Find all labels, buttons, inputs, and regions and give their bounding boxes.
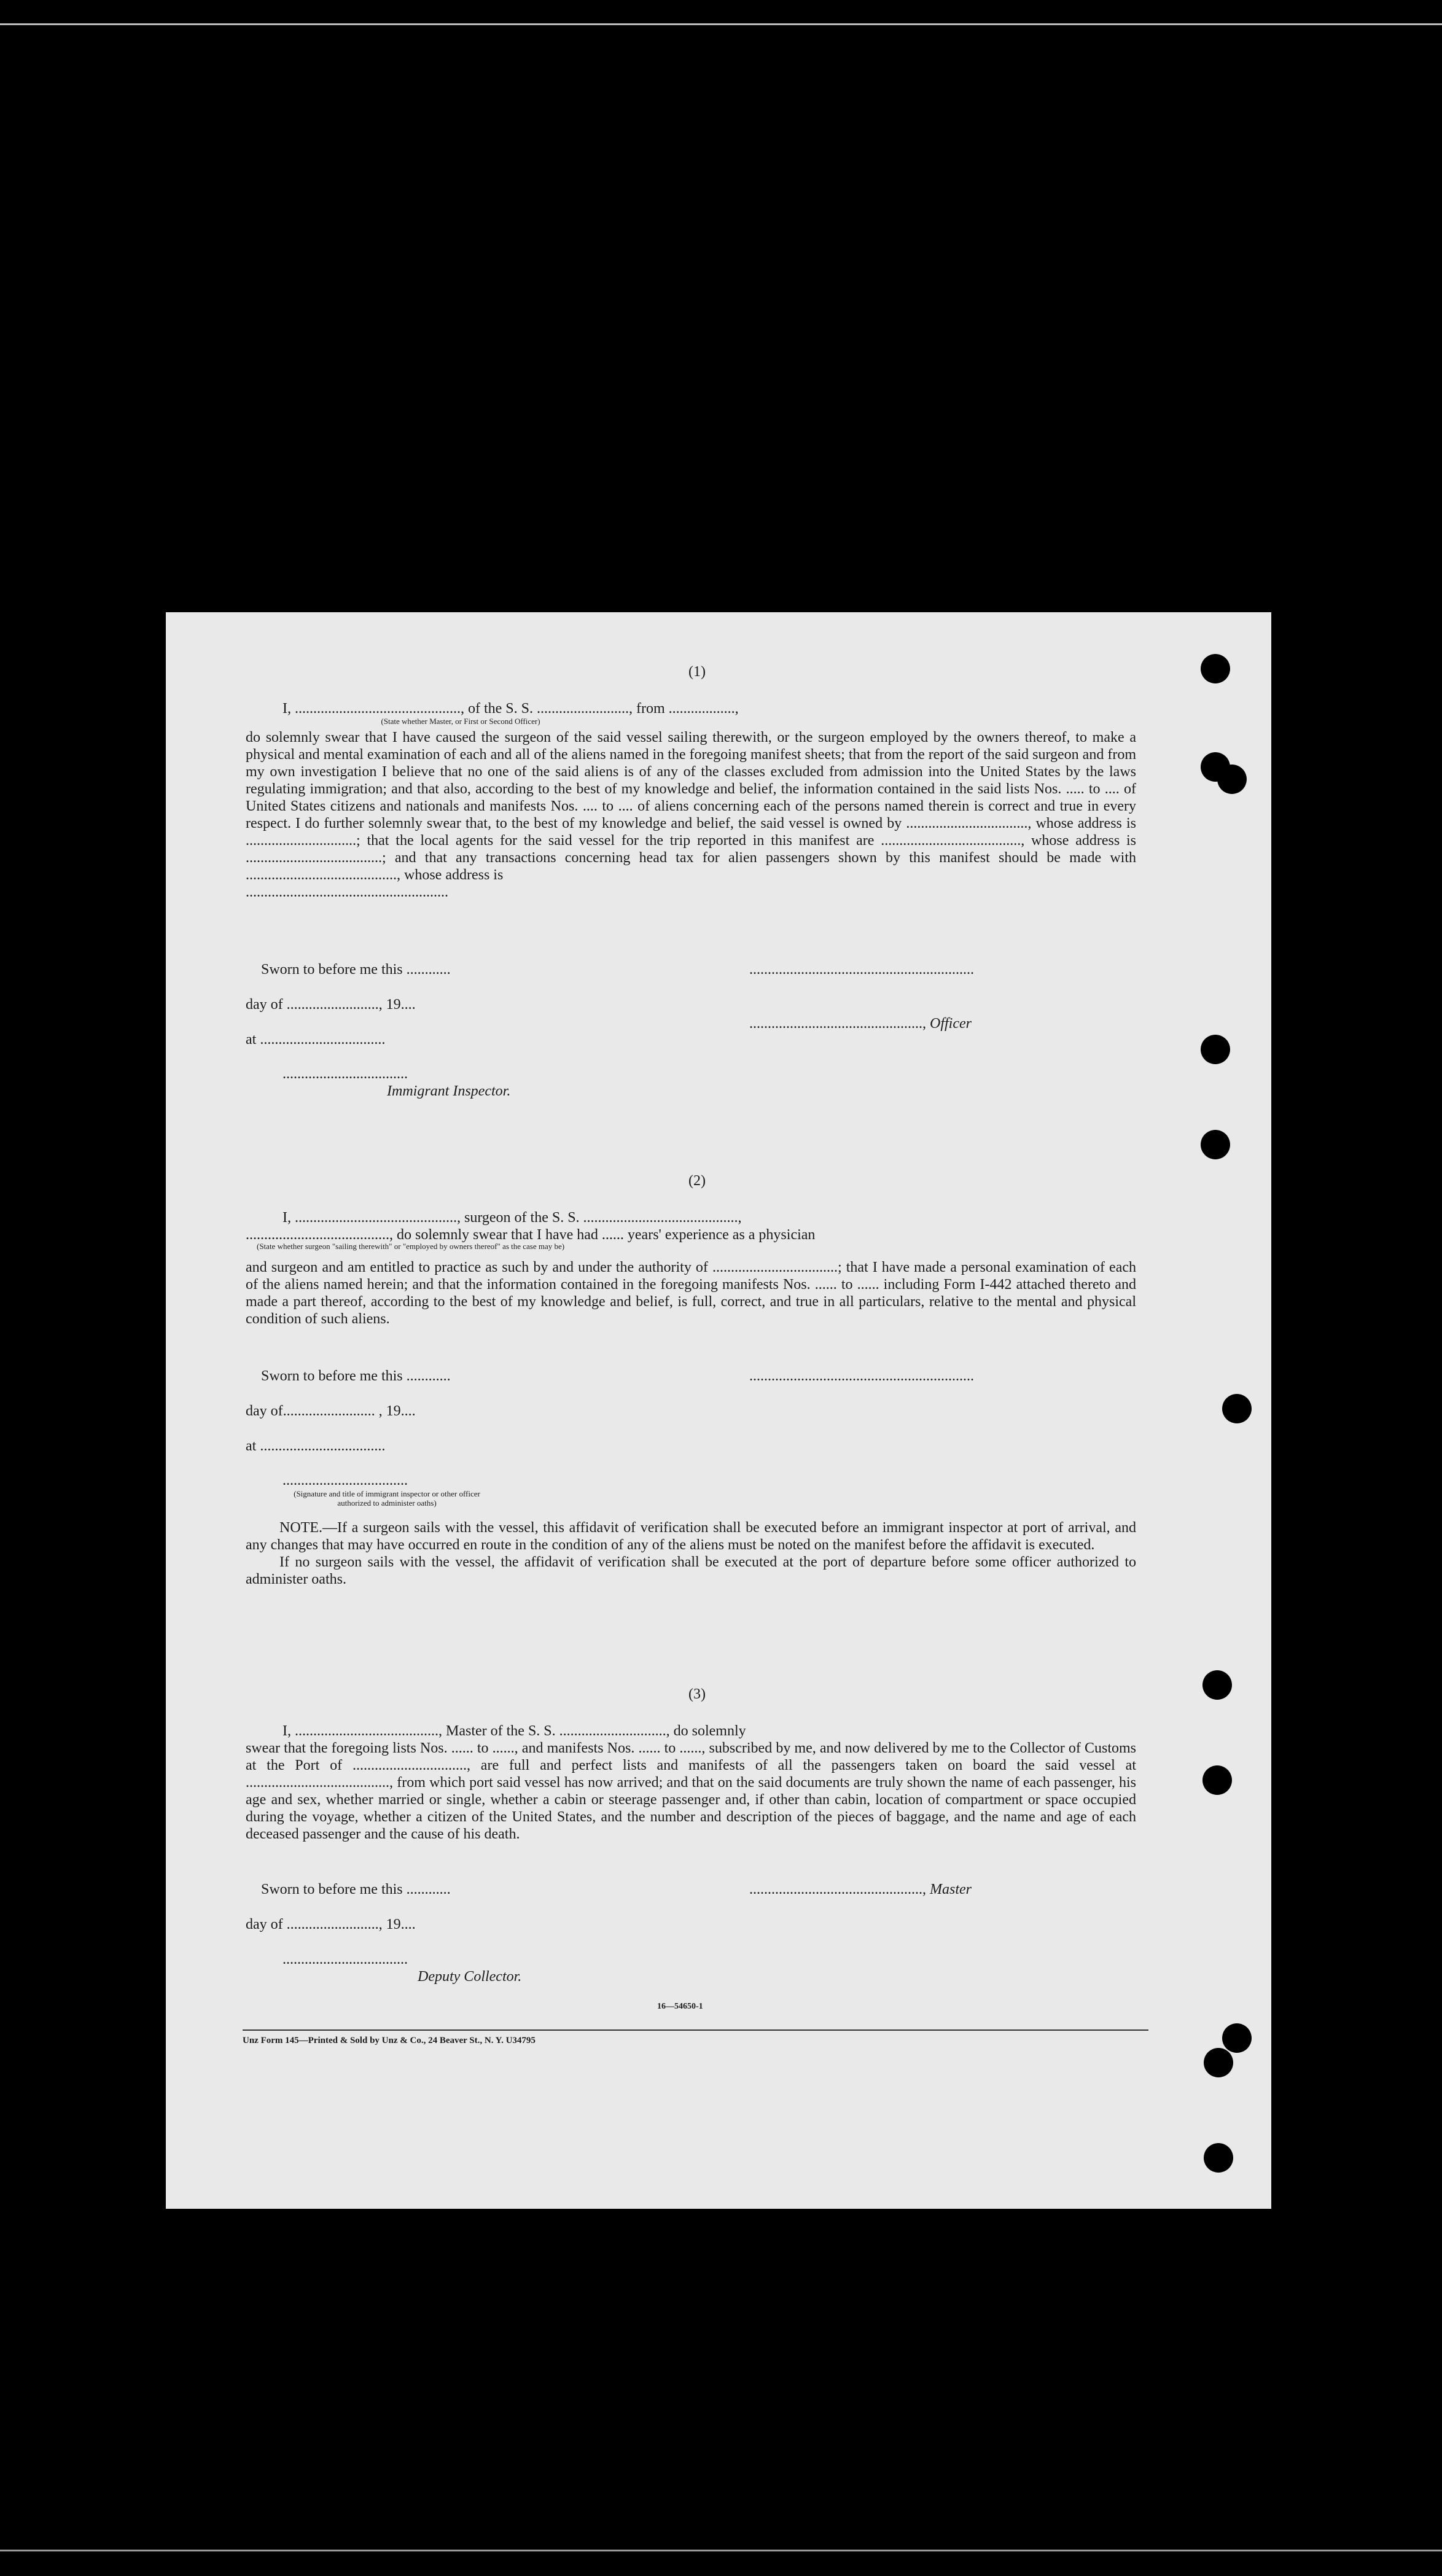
section-1-signature-line: ............................................................. [749,962,974,978]
section-1-inspector-label: Immigrant Inspector. [387,1083,511,1099]
section-2-number: (2) [688,1173,706,1189]
section-2-sworn: Sworn to before me this ............ [261,1368,451,1384]
section-3-sworn: Sworn to before me this ............ [261,1881,451,1897]
section-2-signature-caption: (Signature and title of immigrant inspector or other officer authorized to administer oaths) [294,1489,480,1508]
section-2-signature-line-right: ............................................................. [749,1368,974,1384]
section-2-note-2: If no surgeon sails with the vessel, the affidavit of verification shall be executed at the port of departure before some officer authorized to administer oaths. [246,1554,1136,1587]
section-2-at: at .................................. [246,1438,386,1454]
section-2-oath-line-1: I, ............................................, surgeon of the S. S. .........................................., [283,1210,742,1226]
section-2-surgeon-caption: (State whether surgeon "sailing therewith" or "employed by owners thereof" as the case may be) [257,1242,565,1251]
section-1-trailing-dots: ....................................................... [246,884,448,900]
section-3-collector-label: Deputy Collector. [418,1969,522,1985]
section-2-signature-line-left: .................................. [283,1473,408,1488]
form-number: 16—54650-1 [657,2002,703,2011]
punch-hole [1204,2048,1233,2077]
section-3-number: (3) [688,1686,706,1702]
section-3-master-line [749,1881,972,1898]
punch-hole [1204,2143,1233,2173]
section-2-note [246,1519,1136,1588]
section-2-paragraph [246,1259,1136,1328]
section-2-note-1: NOTE.—If a surgeon sails with the vessel, this affidavit of verification shall be executed before an immigrant inspector at port of arrival, and any changes that may have occurred en route in the condition of any of the aliens must be noted on the manifest before the affidavit is executed. [246,1520,1136,1553]
footer-rule [243,2029,1148,2031]
section-3-master-dots: ..............................................., [749,1881,926,1897]
section-3-oath-line: I, ......................................., Master of the S. S. ............................., do solemnly [283,1723,746,1739]
punch-hole [1217,765,1247,794]
bottom-border-line [0,2550,1442,2551]
section-1-at: at .................................. [246,1032,386,1048]
punch-hole [1202,1765,1232,1795]
section-1-officer-dots: ..............................................., [749,1016,926,1032]
punch-hole [1222,1394,1252,1423]
top-border-line [0,23,1442,25]
section-2-oath-line-2: ......................................., do solemnly swear that I have had ...... years' experience as a physician [246,1227,816,1243]
section-3-collector-line: .................................. [283,1951,408,1967]
section-1-officer-caption: (State whether Master, or First or Second Officer) [381,717,540,726]
section-1-officer-line [749,1015,972,1032]
section-1-oath-line: I, ............................................., of the S. S. ........................., from .................., [283,701,739,717]
section-1-paragraph [246,729,1136,901]
section-3-paragraph-text: swear that the foregoing lists Nos. ...... to ......, and manifests Nos. ...... to ......, subscribed by me, and now delivered by me to the Collector of Customs at the Port of ..............................., are full and perfect lists and manifests of all the passengers taken on board the said vessel at ......................................., from which port said vessel has now arrived; and that on the said documents are truly shown the name of each passenger, his age and sex, whether married or single, whether a cabin or steerage passenger and, if other than cabin, location of compartment or space occupied during the voyage, whether a citizen of the United States, and the number and description of the pieces of baggage, and the name and age of each deceased passenger and the cause of his death. [246,1740,1136,1842]
section-1-day: day of ........................., 19.... [246,997,416,1013]
bleed-through-marks [203,2074,230,2173]
section-3-master-label: Master [930,1881,972,1897]
section-1-paragraph-text: do solemnly swear that I have caused the surgeon of the said vessel sailing therewith, or the surgeon employed by the owners thereof, to make a physical and mental examination of each and all of the aliens named in the foregoing manifest sheets; that from the report of the said surgeon and from my own investigation I believe that no one of the said aliens is of any of the classes excluded from admission into the United States by the laws regulating immigration; and that also, according to the best of my knowledge and belief, the information contained in the said lists Nos. ..... to .... of United States citizens and nationals and manifests Nos. .... to .... of aliens concerning each of the persons named therein is correct and true in every respect. I do further solemnly swear that, to the best of my knowledge and belief, the said vessel is owned by ................................., whose address is ..............................; that the local agents for the said vessel for the trip reported in this manifest are ......................................, whose address is .....................................; and that any transactions concerning head tax for alien passengers shown by this manifest should be made with ........................................., whose address is [246,730,1136,883]
section-3-paragraph [246,1740,1136,1843]
section-1-officer-label: Officer [930,1016,972,1032]
section-2-day: day of......................... , 19.... [246,1403,416,1419]
section-1-number: (1) [688,664,706,680]
section-1-sworn: Sworn to before me this ............ [261,962,451,978]
section-1-inspector-line: .................................. [283,1066,408,1082]
printer-footer: Unz Form 145—Printed & Sold by Unz & Co., 24 Beaver St., N. Y. U34795 [243,2036,536,2045]
punch-hole [1222,2023,1252,2053]
manifest-affidavit-page [166,612,1271,2209]
section-2-paragraph-text: and surgeon and am entitled to practice as such by and under the authority of ..................................; that I have made a personal examination of each of the aliens named herein; and that the information contained in the foregoing manifests Nos. ...... to ...... including Form I-442 attached thereto and made a part thereof, according to the best of my knowledge and belief, is full, correct, and true in all particulars, relative to the mental and physical condition of such aliens. [246,1259,1136,1327]
punch-hole [1201,1035,1230,1064]
punch-hole [1201,1130,1230,1159]
section-3-day: day of ........................., 19.... [246,1916,416,1932]
